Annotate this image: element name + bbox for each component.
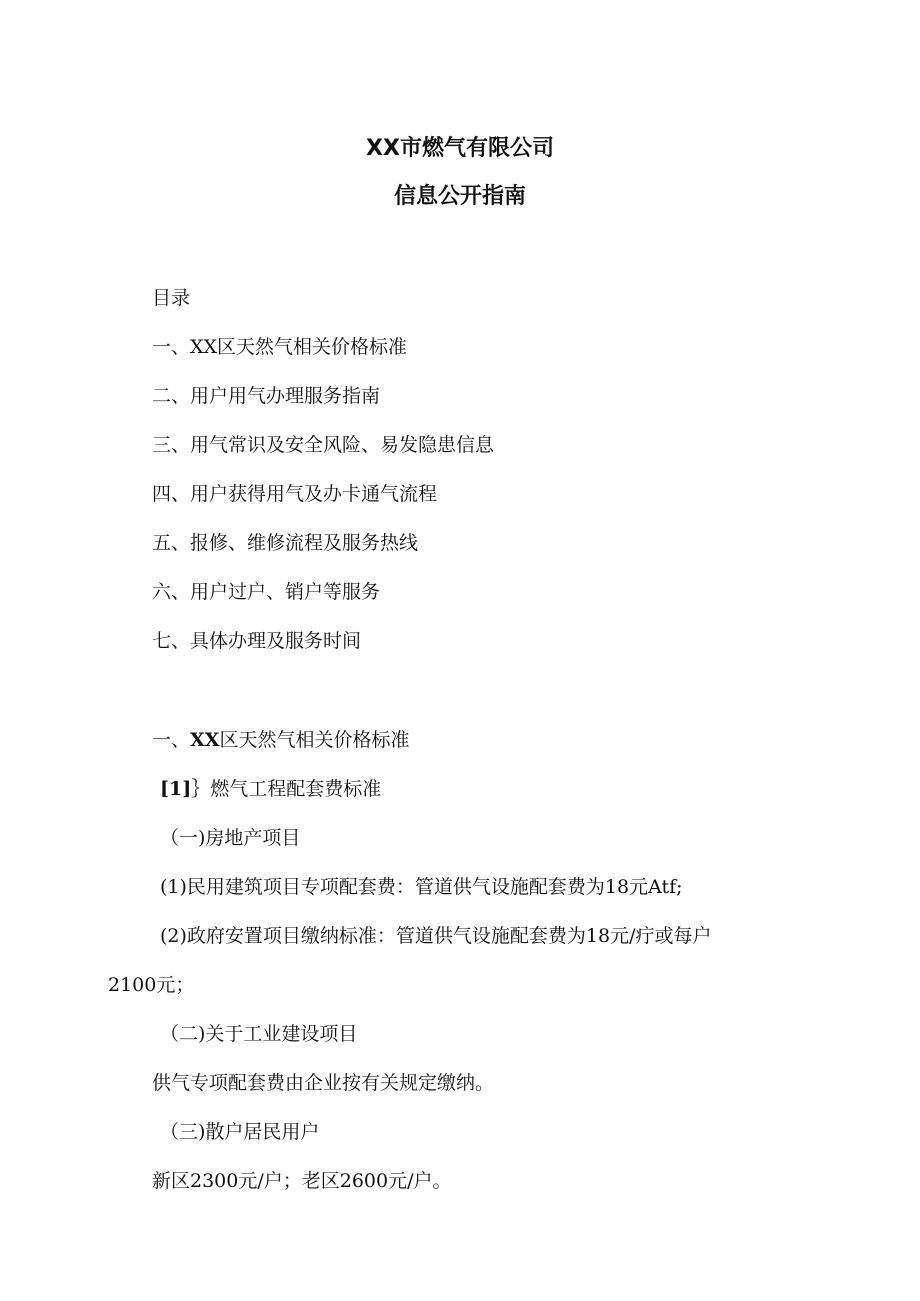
subsection-1-text: ｝燃气工程配套费标准 <box>191 778 382 800</box>
document-subtitle: 信息公开指南 <box>393 184 526 209</box>
toc-item-4: 四、用户获得用气及办卡通气流程 <box>152 483 438 505</box>
item-resettlement-line1: (2)政府安置项目缴纳标准：管道供气设施配套费为18元/疔或每户 <box>160 925 712 947</box>
subsection-1-number: [1] <box>160 778 192 800</box>
item-industrial-text: 供气专项配套费由企业按有关规定缴纳。 <box>152 1072 495 1094</box>
section-1-heading <box>152 726 410 754</box>
item-civil-building: (1)民用建筑项目专项配套费：管道供气设施配套费为18元Atf; <box>160 876 683 898</box>
section-1-heading-bold: XX <box>190 729 220 751</box>
section-1-heading-rest: 区天然气相关价格标准 <box>219 729 410 751</box>
toc-item-5: 五、报修、维修流程及服务热线 <box>152 532 419 554</box>
section-1-heading-prefix: 一、 <box>152 729 191 751</box>
item-residential: （三)散户居民用户 <box>160 1121 320 1143</box>
item-real-estate: （一)房地产项目 <box>160 827 301 849</box>
toc-heading: 目录 <box>152 287 191 309</box>
toc-item-6: 六、用户过户、销户等服务 <box>152 581 381 603</box>
item-residential-text: 新区2300元/户；老区2600元/户。 <box>152 1170 452 1192</box>
item-industrial: （二)关于工业建设项目 <box>160 1023 358 1045</box>
toc-item-7: 七、具体办理及服务时间 <box>152 630 362 652</box>
toc-item-3: 三、用气常识及安全风险、易发隐患信息 <box>152 434 495 456</box>
toc-item-1: 一、XX区天然气相关价格标准 <box>152 336 408 358</box>
item-resettlement-line2: 2100元； <box>108 974 195 996</box>
document-title: XX市燃气有限公司 <box>366 136 554 161</box>
subsection-1-heading <box>160 775 381 803</box>
toc-item-2: 二、用户用气办理服务指南 <box>152 385 381 407</box>
